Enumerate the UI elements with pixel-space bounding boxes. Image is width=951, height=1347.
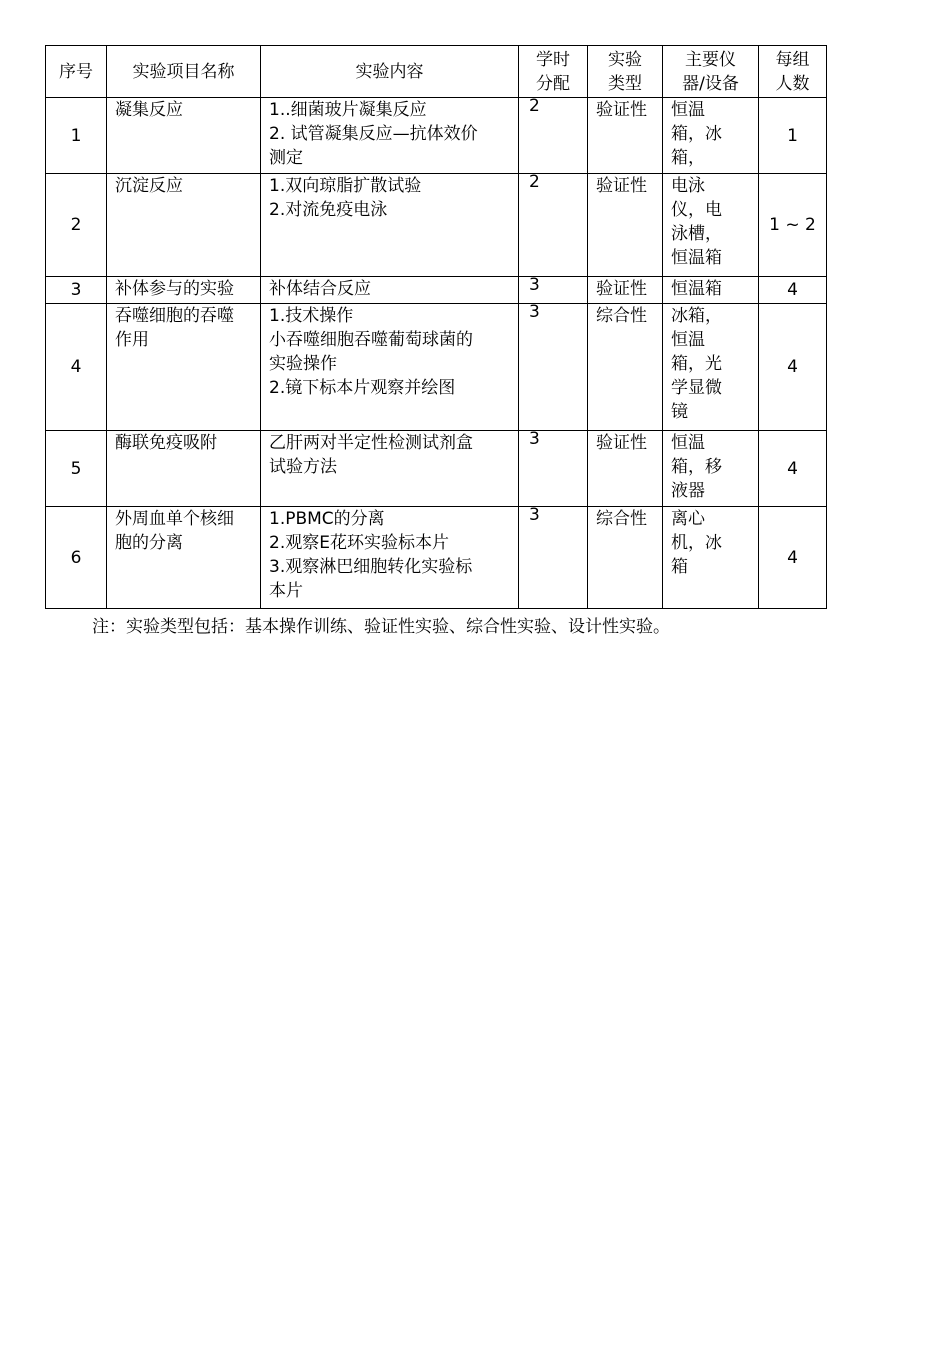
header-name: 实验项目名称: [107, 46, 261, 98]
table-row: [46, 507, 827, 609]
header-group: 每组 人数: [759, 46, 827, 98]
cell-content: 1.双向琼脂扩散试验 2.对流免疫电泳: [261, 174, 519, 277]
cell-name: 沉淀反应: [107, 174, 261, 277]
cell-index: 1: [46, 98, 107, 174]
cell-name: 酶联免疫吸附: [107, 431, 261, 507]
header-index: 序号: [46, 46, 107, 98]
cell-hours: 3: [519, 507, 588, 609]
experiment-table: [45, 45, 827, 609]
cell-equipment: 电泳 仪，电 泳槽， 恒温箱: [663, 174, 759, 277]
cell-name: 吞噬细胞的吞噬 作用: [107, 304, 261, 431]
cell-hours: 2: [519, 98, 588, 174]
table-row: [46, 431, 827, 507]
table-row: [46, 98, 827, 174]
table-row: [46, 174, 827, 277]
cell-content: 乙肝两对半定性检测试剂盒 试验方法: [261, 431, 519, 507]
cell-type: 验证性: [588, 431, 663, 507]
cell-equipment: 恒温 箱，冰 箱，: [663, 98, 759, 174]
cell-hours: 3: [519, 277, 588, 304]
cell-equipment: 冰箱， 恒温 箱，光 学显微 镜: [663, 304, 759, 431]
cell-index: 4: [46, 304, 107, 431]
cell-equipment: 恒温箱: [663, 277, 759, 304]
cell-group: 4: [759, 304, 827, 431]
cell-hours: 2: [519, 174, 588, 277]
cell-equipment: 离心 机，冰 箱: [663, 507, 759, 609]
table-row: [46, 277, 827, 304]
cell-index: 2: [46, 174, 107, 277]
cell-type: 验证性: [588, 98, 663, 174]
cell-name: 凝集反应: [107, 98, 261, 174]
cell-group: 4: [759, 507, 827, 609]
cell-group: 1: [759, 98, 827, 174]
footnote: 注：实验类型包括：基本操作训练、验证性实验、综合性实验、设计性实验。: [92, 617, 670, 637]
cell-type: 综合性: [588, 304, 663, 431]
table-row: [46, 304, 827, 431]
cell-name: 外周血单个核细 胞的分离: [107, 507, 261, 609]
cell-name: 补体参与的实验: [107, 277, 261, 304]
cell-content: 1..细菌玻片凝集反应 2. 试管凝集反应—抗体效价 测定: [261, 98, 519, 174]
cell-group: 1 ~ 2: [759, 174, 827, 277]
cell-equipment: 恒温 箱，移 液器: [663, 431, 759, 507]
cell-content: 1.技术操作 小吞噬细胞吞噬葡萄球菌的 实验操作 2.镜下标本片观察并绘图: [261, 304, 519, 431]
cell-group: 4: [759, 431, 827, 507]
header-row: [46, 46, 827, 98]
cell-group: 4: [759, 277, 827, 304]
cell-hours: 3: [519, 431, 588, 507]
header-equipment: 主要仪 器/设备: [663, 46, 759, 98]
cell-type: 综合性: [588, 507, 663, 609]
header-type: 实验 类型: [588, 46, 663, 98]
cell-content: 1.PBMC的分离 2.观察E花环实验标本片 3.观察淋巴细胞转化实验标 本片: [261, 507, 519, 609]
cell-content: 补体结合反应: [261, 277, 519, 304]
header-content: 实验内容: [261, 46, 519, 98]
cell-hours: 3: [519, 304, 588, 431]
cell-type: 验证性: [588, 174, 663, 277]
header-hours: 学时 分配: [519, 46, 588, 98]
cell-index: 3: [46, 277, 107, 304]
cell-index: 6: [46, 507, 107, 609]
cell-type: 验证性: [588, 277, 663, 304]
cell-index: 5: [46, 431, 107, 507]
